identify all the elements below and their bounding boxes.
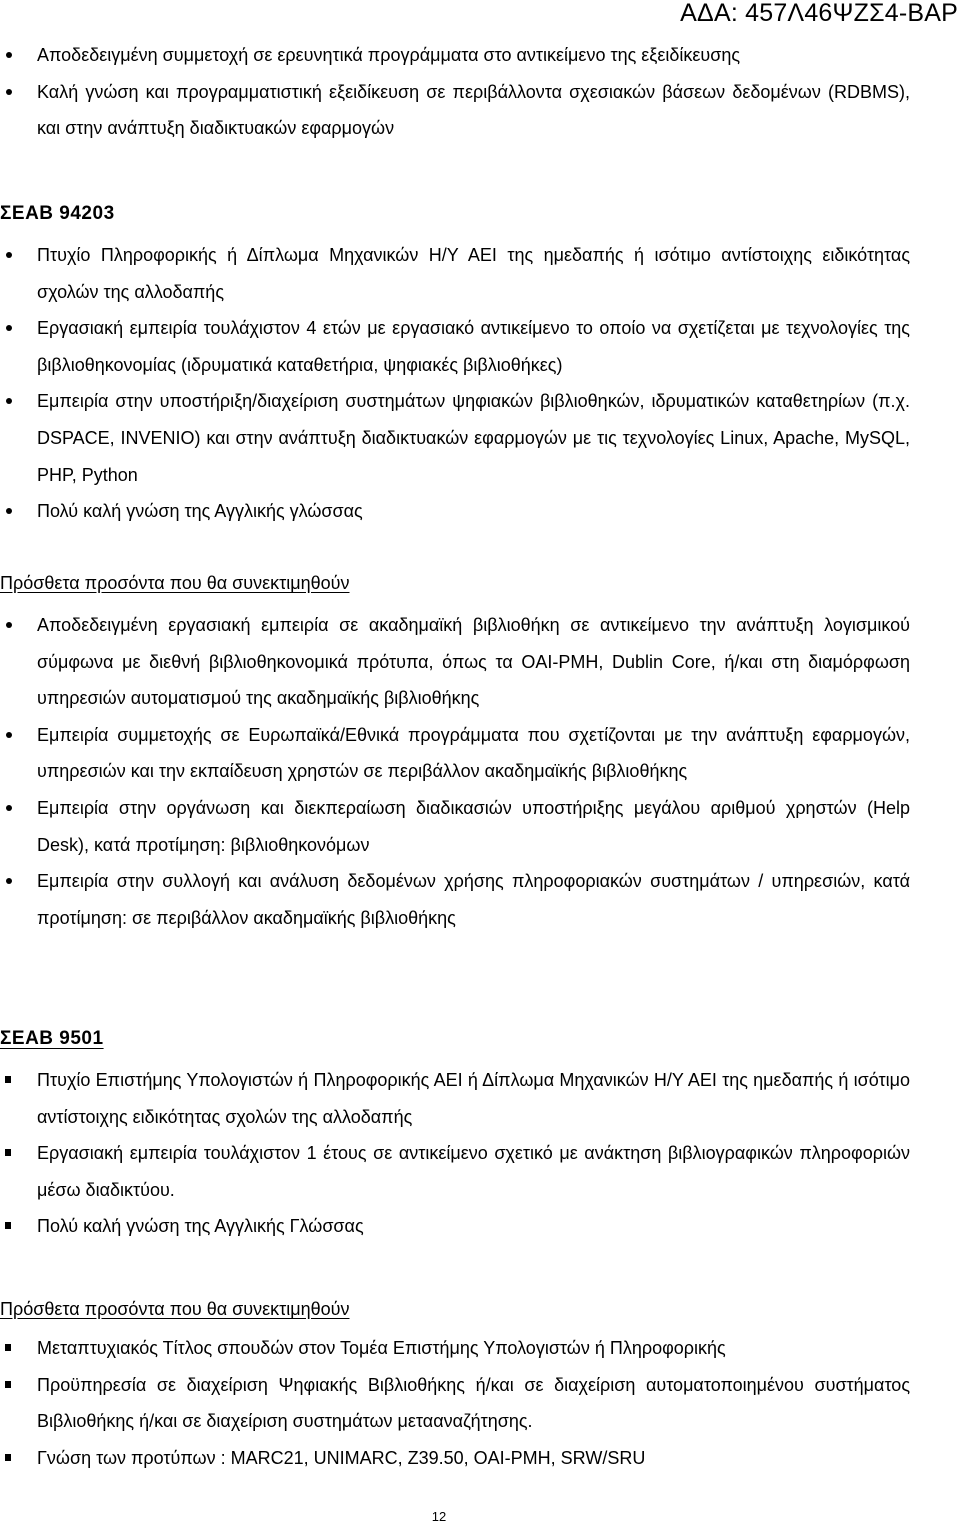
square-bullet-icon <box>5 1222 11 1229</box>
list-item: Εμπειρία στην συλλογή και ανάλυση δεδομένων χρήσης πληροφοριακών συστημάτων / υπηρεσιών, κατά προτίμηση: σε περιβάλλον ακαδημαϊκής βιβλιοθήκης <box>0 863 960 936</box>
section-9501-extra-list <box>0 1330 960 1476</box>
list-item: Εργασιακή εμπειρία τουλάχιστον 1 έτους σε αντικείμενο σχετικό με ανάκτηση βιβλιογραφικών πληροφοριών μέσω διαδικτύου. <box>0 1135 960 1208</box>
list-item: Αποδεδειγμένη συμμετοχή σε ερευνητικά προγράμματα στο αντικείμενο της εξειδίκευσης <box>0 37 960 74</box>
bullet-icon <box>6 398 12 404</box>
bullet-icon <box>6 732 12 738</box>
list-item: Προϋπηρεσία σε διαχείριση Ψηφιακής Βιβλιοθήκης ή/και σε διαχείριση αυτοματοποιημένου συστήματος Βιβλιοθήκης ή/και σε διαχείριση συστημάτων μετααναζήτησης. <box>0 1367 960 1440</box>
list-item: Πολύ καλή γνώση της Αγγλικής γλώσσας <box>0 493 960 530</box>
list-item: Πολύ καλή γνώση της Αγγλικής Γλώσσας <box>0 1208 960 1245</box>
ada-header: ΑΔΑ: 457Λ46ΨΖΣ4-ΒΑΡ <box>680 0 958 27</box>
list-item: Αποδεδειγμένη εργασιακή εμπειρία σε ακαδημαϊκή βιβλιοθήκη σε αντικείμενο την ανάπτυξη λογισμικού σύμφωνα με διεθνή βιβλιοθηκονομικά πρότυπα, όπως τα OAI-PMH, Dublin Core, ή/και στη διαμόρφωση υπηρεσιών αυτοματισμού της ακαδημαϊκής βιβλιοθήκης <box>0 607 960 717</box>
top-list <box>0 37 960 147</box>
bullet-icon <box>6 325 12 331</box>
square-bullet-icon <box>5 1344 11 1351</box>
square-bullet-icon <box>5 1149 11 1156</box>
list-item: Καλή γνώση και προγραμματιστική εξειδίκευση σε περιβάλλοντα σχεσιακών βάσεων δεδομένων (RDBMS), και στην ανάπτυξη διαδικτυακών εφαρμογών <box>0 74 960 147</box>
bullet-icon <box>6 252 12 258</box>
list-item: Μεταπτυχιακός Τίτλος σπουδών στον Τομέα Επιστήμης Υπολογιστών ή Πληροφορικής <box>0 1330 960 1367</box>
bullet-icon <box>6 89 12 95</box>
section-9501-list <box>0 1062 960 1245</box>
list-item: Εμπειρία στην υποστήριξη/διαχείριση συστημάτων ψηφιακών βιβλιοθηκών, ιδρυματικών καταθετηρίων (π.χ. DSPACE, INVENIO) και στην ανάπτυξη διαδικτυακών εφαρμογών με τις τεχνολογίες Linux, Apache, MySQL, PHP, Python <box>0 383 960 493</box>
bullet-icon <box>6 622 12 628</box>
page-number: 12 <box>431 1509 447 1524</box>
square-bullet-icon <box>5 1076 11 1083</box>
square-bullet-icon <box>5 1381 11 1388</box>
bullet-icon <box>6 878 12 884</box>
list-item: Γνώση των προτύπων : MARC21, UNIMARC, Z39.50, OAI-PMH, SRW/SRU <box>0 1440 960 1477</box>
list-item: Εργασιακή εμπειρία τουλάχιστον 4 ετών με εργασιακό αντικείμενο το οποίο να σχετίζεται με τεχνολογίες της βιβλιοθηκονομίας (ιδρυματικά καταθετήρια, ψηφιακές βιβλιοθήκες) <box>0 310 960 383</box>
list-item: Εμπειρία στην οργάνωση και διεκπεραίωση διαδικασιών υποστήριξης μεγάλου αριθμού χρηστών (Help Desk), κατά προτίμηση: βιβλιοθηκονόμων <box>0 790 960 863</box>
square-bullet-icon <box>5 1454 11 1461</box>
list-item: Πτυχίο Επιστήμης Υπολογιστών ή Πληροφορικής ΑΕΙ ή Δίπλωμα Μηχανικών Η/Υ ΑΕΙ της ημεδαπής ή ισότιμο αντίστοιχης ειδικότητας σχολών της αλλοδαπής <box>0 1062 960 1135</box>
section-94203-title: ΣΕΑΒ 94203 <box>0 203 115 224</box>
section-94203-extra-list <box>0 607 960 936</box>
bullet-icon <box>6 805 12 811</box>
bullet-icon <box>6 508 12 514</box>
section-9501-title: ΣΕΑΒ 9501 <box>0 1028 104 1049</box>
list-item: Πτυχίο Πληροφορικής ή Δίπλωμα Μηχανικών Η/Υ ΑΕΙ της ημεδαπής ή ισότιμο αντίστοιχης ειδικότητας σχολών της αλλοδαπής <box>0 237 960 310</box>
bullet-icon <box>6 52 12 58</box>
list-item: Εμπειρία συμμετοχής σε Ευρωπαϊκά/Εθνικά προγράμματα που σχετίζονται με την ανάπτυξη εφαρμογών, υπηρεσιών και την εκπαίδευση χρηστών σε περιβάλλον ακαδημαϊκής βιβλιοθήκης <box>0 717 960 790</box>
section-94203-list <box>0 237 960 530</box>
section-9501-extra-title: Πρόσθετα προσόντα που θα συνεκτιμηθούν <box>0 1299 350 1319</box>
section-94203-extra-title: Πρόσθετα προσόντα που θα συνεκτιμηθούν <box>0 573 350 593</box>
